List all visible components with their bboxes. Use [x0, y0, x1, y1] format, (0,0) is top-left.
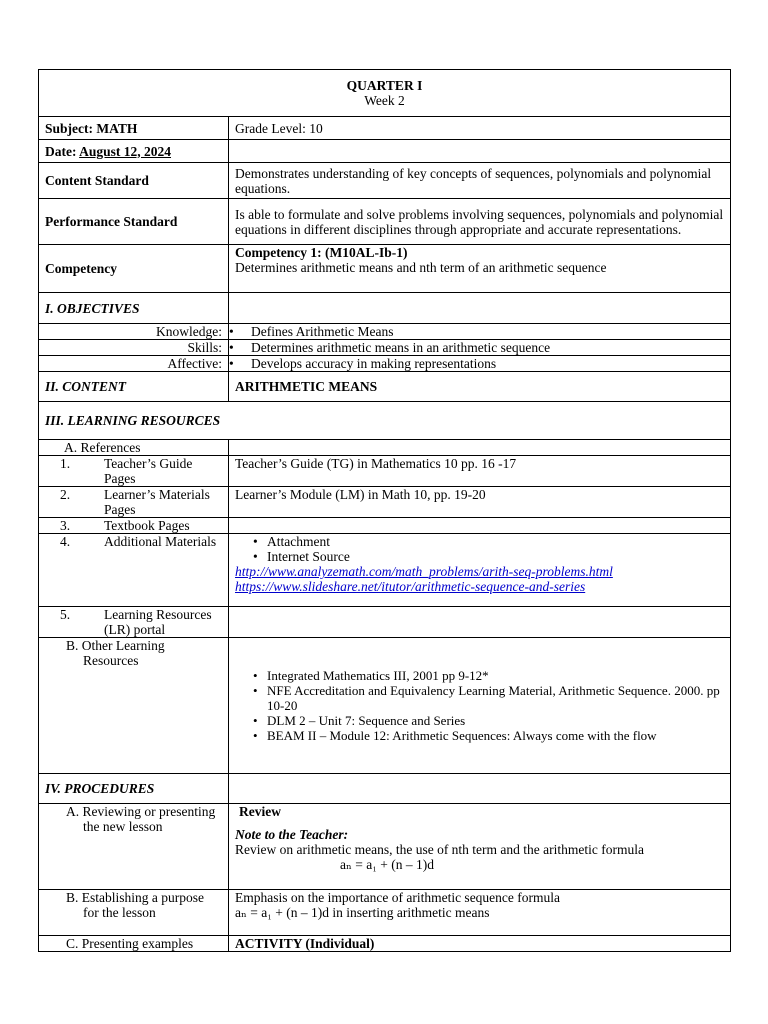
performance-standard-label: Performance Standard [39, 199, 229, 245]
link-analyzemath[interactable]: http://www.analyzemath.com/math_problems/arith-seq-problems.html [235, 564, 613, 579]
objective-affective: • Develops accuracy in making representations [229, 356, 731, 372]
purpose-text: Emphasis on the importance of arithmetic sequence formula [235, 890, 561, 905]
lm-label: 2. Learner’s Materials Pages [39, 487, 229, 518]
date-cell [39, 140, 229, 163]
content-value: ARITHMETIC MEANS [229, 372, 731, 402]
competency-code: Competency 1: (M10AL-Ib-1) [235, 245, 408, 260]
quarter-title: QUARTER I [346, 78, 423, 93]
date-empty [229, 140, 731, 163]
am-item-attachment: • Attachment [235, 534, 724, 549]
subject-cell: Subject: MATH [39, 117, 229, 140]
competency-label: Competency [39, 245, 229, 293]
other-item: • DLM 2 – Unit 7: Sequence and Series [235, 713, 724, 728]
objectives-empty [229, 293, 731, 324]
purpose-formula: aₙ = a₁ + (n – 1)d in inserting arithmetic means [235, 905, 490, 920]
tg-label: 1. Teacher’s Guide Pages [39, 456, 229, 487]
other-resources-cell [229, 638, 731, 774]
tg-value: Teacher’s Guide (TG) in Mathematics 10 pp. 16 -17 [229, 456, 731, 487]
review-title: Review [239, 804, 281, 819]
references-label: A. References [39, 440, 229, 456]
competency-cell [229, 245, 731, 293]
procedure-c-text: ACTIVITY (Individual) [229, 936, 731, 952]
objective-skills: • Determines arithmetic means in an arithmetic sequence [229, 340, 731, 356]
objective-label-affective: Affective: [39, 356, 229, 372]
performance-standard-text: Is able to formulate and solve problems involving sequences, polynomials and polynomial equations in different disciplines through appropriate and accurate representations. [229, 199, 731, 245]
grade-level: Grade Level: 10 [229, 117, 731, 140]
procedure-a-cell [229, 804, 731, 890]
review-text: Review on arithmetic means, the use of nth term and the arithmetic formula [235, 842, 644, 857]
week-label: Week 2 [364, 93, 405, 108]
content-standard-text: Demonstrates understanding of key concepts of sequences, polynomials and polynomial equations. [229, 163, 731, 199]
content-heading: II. CONTENT [39, 372, 229, 402]
other-item: • BEAM II – Module 12: Arithmetic Sequences: Always come with the flow [235, 728, 724, 743]
lesson-plan-table [38, 69, 731, 952]
objectives-heading: I. OBJECTIVES [39, 293, 229, 324]
formula: aₙ = a₁ + (n – 1)d [340, 857, 434, 872]
link-slideshare[interactable]: https://www.slideshare.net/itutor/arithmetic-sequence-and-series [235, 579, 586, 594]
am-label: 4. Additional Materials [39, 534, 229, 607]
procedure-b-cell [229, 890, 731, 936]
tb-label: 3. Textbook Pages [39, 518, 229, 534]
objective-label-skills: Skills: [39, 340, 229, 356]
references-empty [229, 440, 731, 456]
objective-knowledge: • Defines Arithmetic Means [229, 324, 731, 340]
date-label: Date: [45, 143, 77, 159]
lm-value: Learner’s Module (LM) in Math 10, pp. 19-20 [229, 487, 731, 518]
resources-heading: III. LEARNING RESOURCES [39, 402, 731, 440]
lr-label: 5. Learning Resources (LR) portal [39, 607, 229, 638]
lr-empty [229, 607, 731, 638]
other-resources-label: B. Other Learning Resources [39, 638, 229, 774]
procedures-heading: IV. PROCEDURES [39, 774, 229, 804]
competency-text: Determines arithmetic means and nth term of an arithmetic sequence [235, 260, 607, 275]
tb-empty [229, 518, 731, 534]
other-item: • NFE Accreditation and Equivalency Learning Material, Arithmetic Sequence. 2000. pp 10-20 [235, 683, 724, 713]
am-cell [229, 534, 731, 607]
teacher-note: Note to the Teacher: [235, 827, 349, 842]
procedures-empty [229, 774, 731, 804]
header-cell [39, 70, 731, 117]
am-item-internet: • Internet Source [235, 549, 724, 564]
procedure-a-label: A. Reviewing or presenting the new lesson [39, 804, 229, 890]
other-item: • Integrated Mathematics III, 2001 pp 9-12* [235, 668, 724, 683]
objective-label-knowledge: Knowledge: [39, 324, 229, 340]
content-standard-label: Content Standard [39, 163, 229, 199]
date-value: August 12, 2024 [79, 143, 172, 159]
procedure-b-label: B. Establishing a purpose for the lesson [39, 890, 229, 936]
procedure-c-label: C. Presenting examples [39, 936, 229, 952]
